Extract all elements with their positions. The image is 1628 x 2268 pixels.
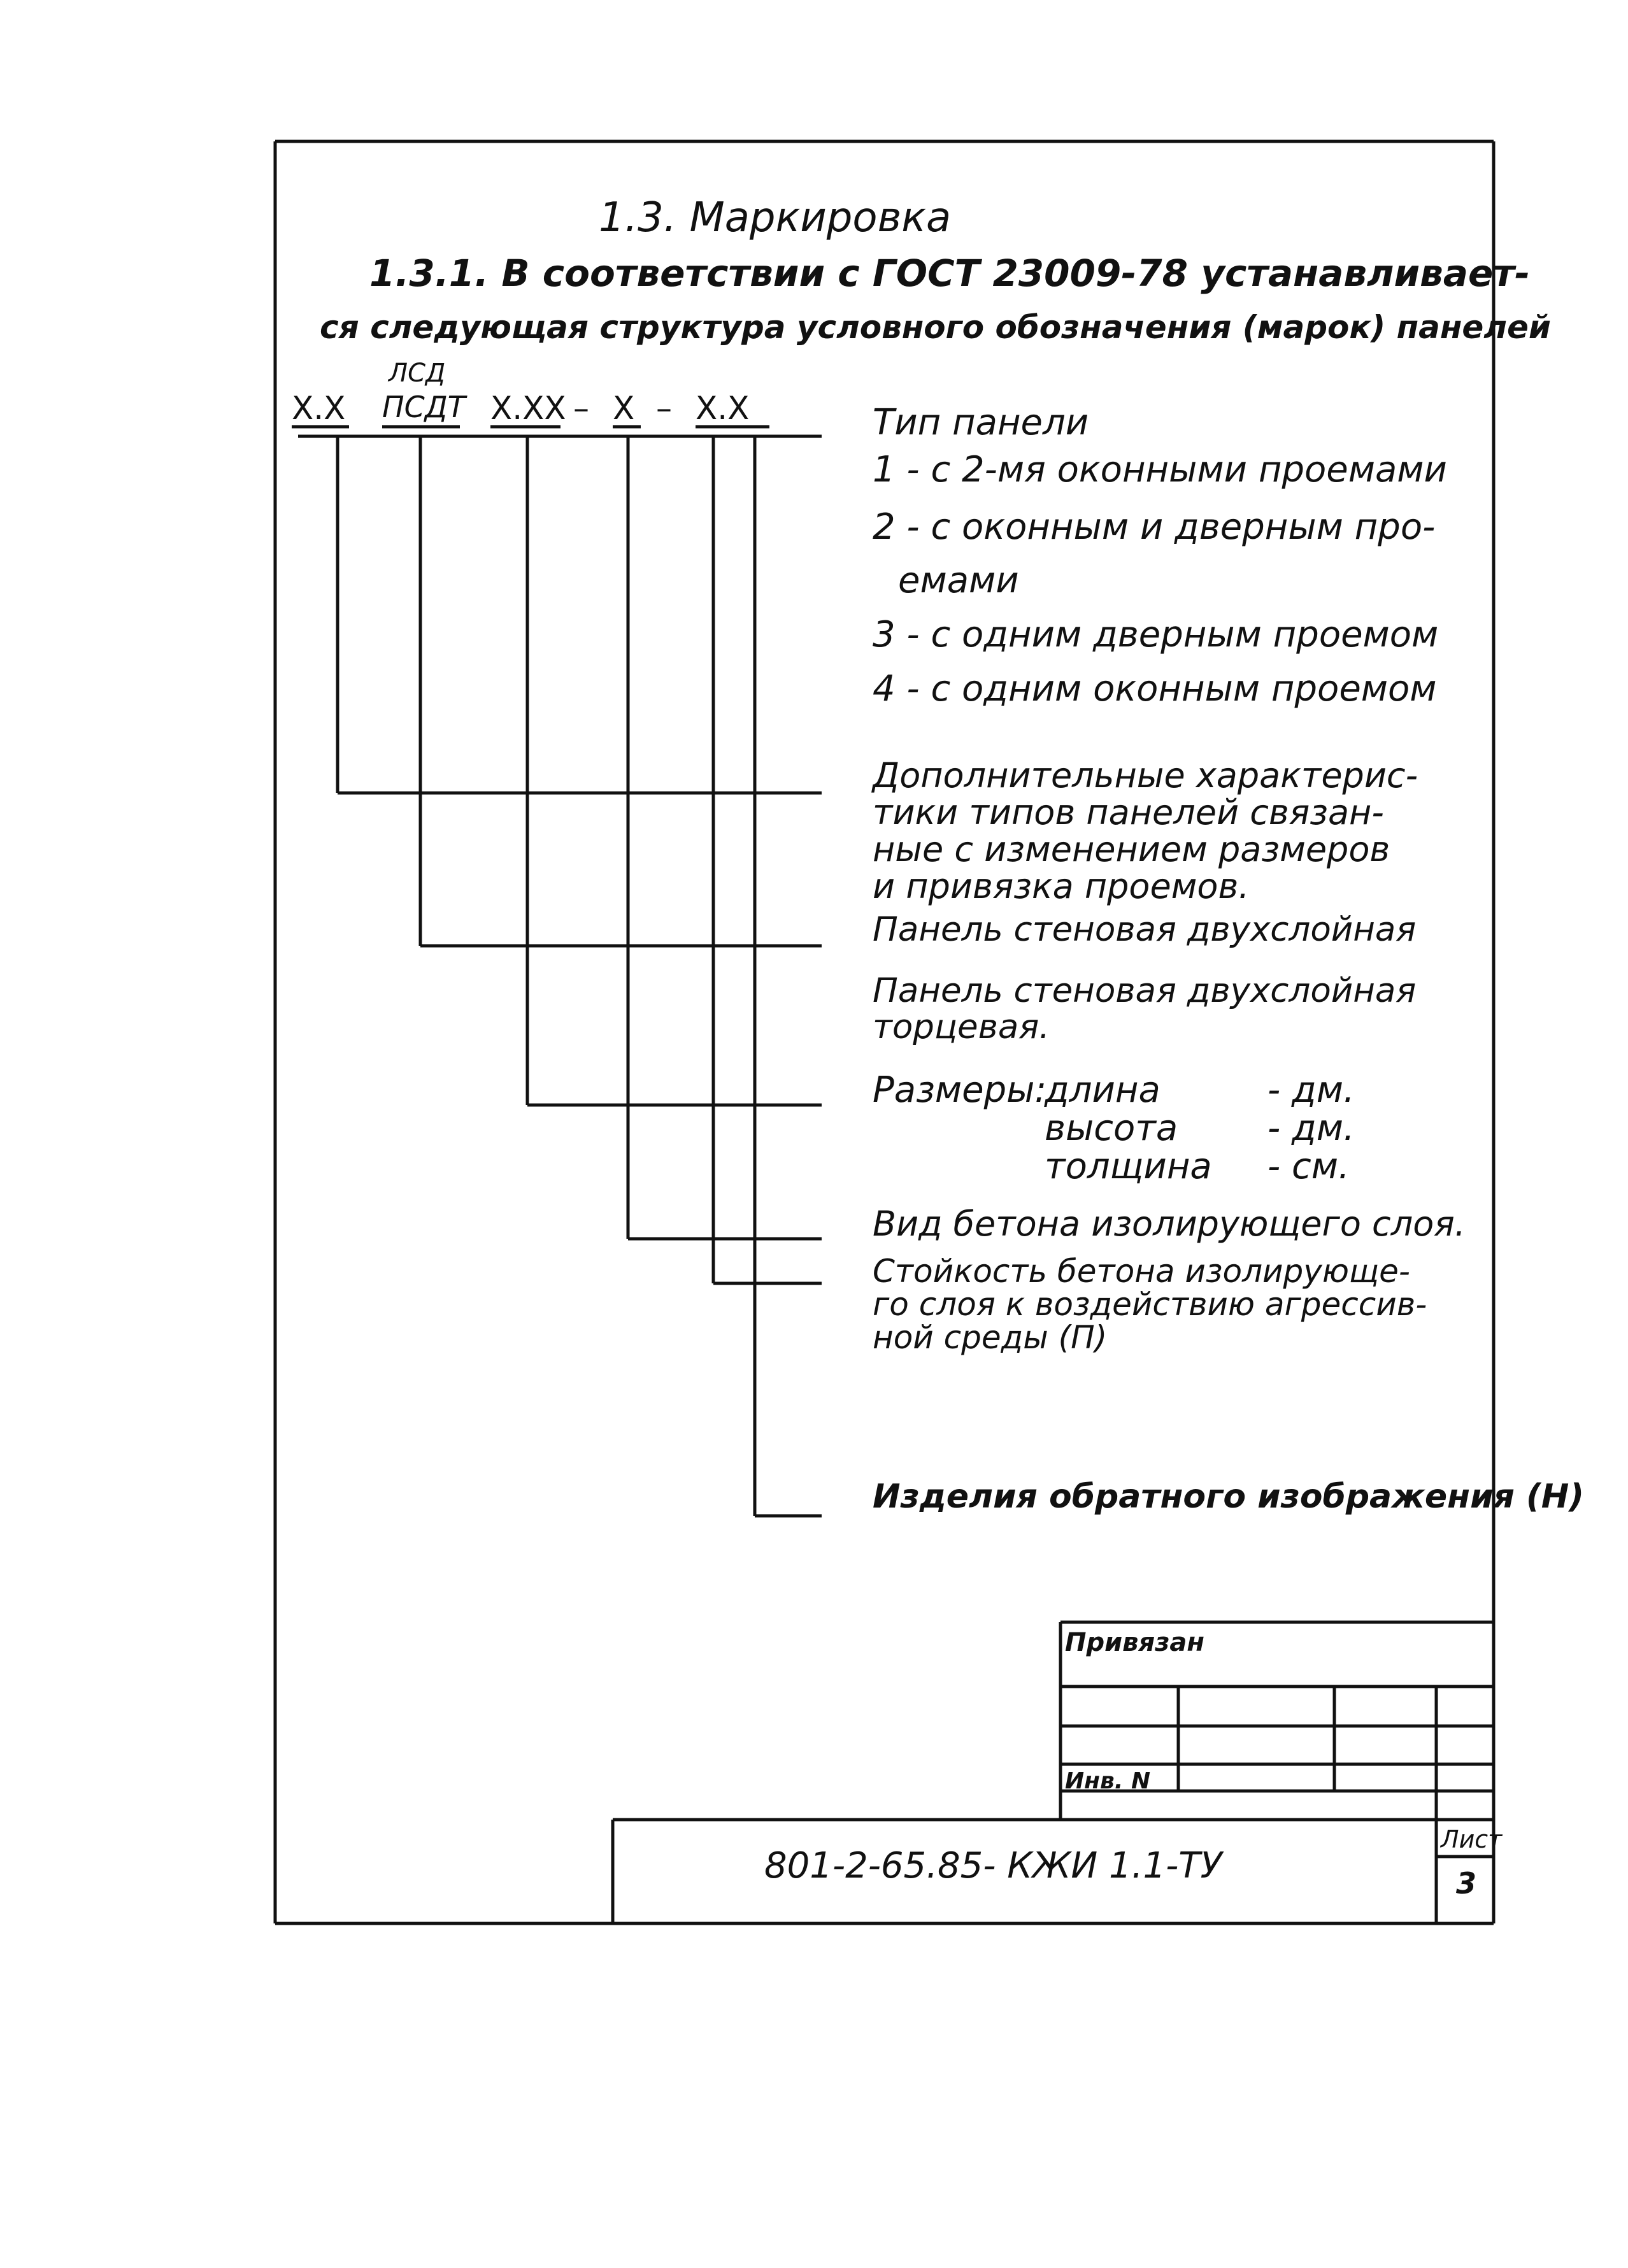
type-3: 3 - с одним дверным проемом bbox=[873, 614, 1439, 655]
code-segment-1: Х.Х bbox=[292, 390, 346, 427]
concrete-type: Вид бетона изолирующего слоя. bbox=[873, 1204, 1466, 1244]
code-dash-2: – bbox=[656, 390, 672, 427]
size-length-unit: - дм. bbox=[1267, 1069, 1355, 1111]
extra-1: Дополнительные характерис- bbox=[873, 755, 1418, 795]
intro-line-1: 1.3.1. В соответствии с ГОСТ 23009-78 устанавливает- bbox=[369, 252, 1531, 295]
stamp-attached-label: Привязан bbox=[1065, 1628, 1205, 1657]
stamp-sheet-number: 3 bbox=[1456, 1866, 1477, 1901]
stamp-doc-code: 801-2-65.85- КЖИ 1.1-ТУ bbox=[764, 1845, 1222, 1886]
resistance-2: го слоя к воздействию агрессив- bbox=[873, 1286, 1427, 1323]
size-height-unit: - дм. bbox=[1267, 1108, 1355, 1149]
code-segment-2: ПСДТ bbox=[382, 390, 466, 424]
panel-end-1: Панель стеновая двухслойная bbox=[873, 971, 1417, 1010]
panel-two-layer: Панель стеновая двухслойная bbox=[873, 910, 1417, 949]
resistance-1: Стойкость бетона изолирующе- bbox=[873, 1253, 1410, 1290]
size-thickness-unit: - см. bbox=[1267, 1146, 1350, 1187]
type-2a: 2 - с оконным и дверным про- bbox=[873, 506, 1436, 548]
size-length: длина bbox=[1045, 1069, 1160, 1111]
sizes-label: Размеры: bbox=[873, 1069, 1047, 1111]
type-1: 1 - с 2-мя оконными проемами bbox=[873, 449, 1447, 490]
type-2b: емами bbox=[898, 560, 1019, 601]
code-segment-3: Х.ХХ bbox=[490, 390, 566, 427]
extra-3: ные с изменением размеров bbox=[873, 829, 1390, 869]
code-dash-1: – bbox=[573, 390, 589, 427]
extra-4: и привязка проемов. bbox=[873, 866, 1250, 906]
resistance-3: ной среды (П) bbox=[873, 1319, 1108, 1356]
type-title: Тип панели bbox=[873, 402, 1089, 443]
type-4: 4 - с одним оконным проемом bbox=[873, 668, 1437, 710]
extra-2: тики типов панелей связан- bbox=[873, 792, 1384, 832]
size-height: высота bbox=[1045, 1108, 1178, 1149]
panel-end-2: торцевая. bbox=[873, 1008, 1050, 1046]
code-alt-prefix: ЛСД bbox=[389, 359, 446, 388]
intro-line-2: ся следующая структура условного обозначения (марок) панелей bbox=[320, 309, 1551, 346]
reverse-image: Изделия обратного изображения (Н) bbox=[873, 1478, 1585, 1516]
stamp-sheet-label: Лист bbox=[1441, 1825, 1503, 1853]
code-segment-4: Х bbox=[613, 390, 635, 427]
code-segment-5: Х.Х bbox=[696, 390, 750, 427]
section-heading: 1.3. Маркировка bbox=[599, 194, 952, 241]
size-thickness: толщина bbox=[1045, 1146, 1212, 1187]
stamp-inv-label: Инв. N bbox=[1065, 1768, 1151, 1794]
